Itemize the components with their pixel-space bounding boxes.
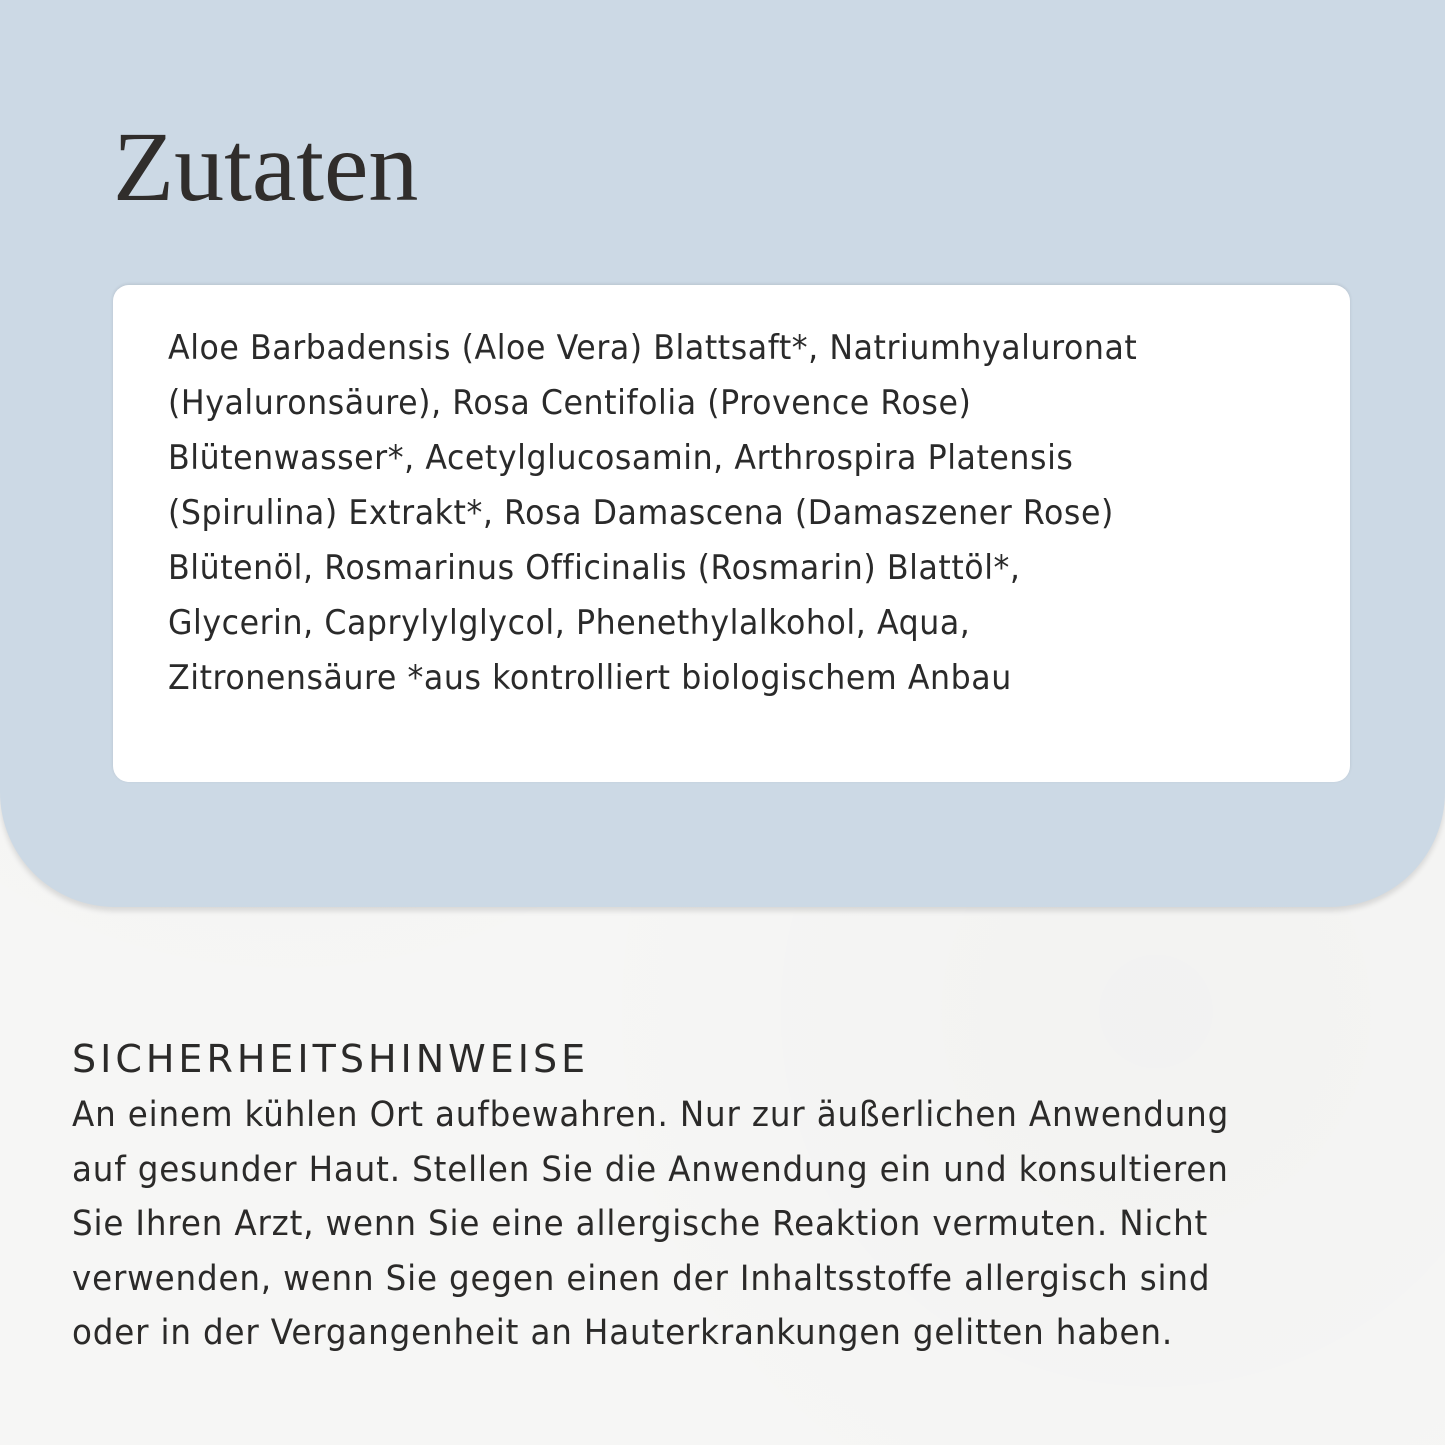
safety-heading: SICHERHEITSHINWEISE [72,1037,590,1081]
ingredients-line: (Hyaluronsäure), Rosa Centifolia (Provence Rose) [168,383,972,423]
ingredients-line: (Spirulina) Extrakt*, Rosa Damascena (Damaszener Rose) [168,493,1114,533]
safety-line: verwenden, wenn Sie gegen einen der Inhaltsstoffe allergisch sind [72,1258,1211,1299]
safety-text [72,1088,1374,1361]
ingredients-line: Blütenwasser*, Acetylglucosamin, Arthrospira Platensis [168,438,1074,478]
safety-section [72,1030,1402,1361]
safety-line: oder in der Vergangenheit an Hauterkrankungen gelitten haben. [72,1313,1174,1353]
ingredients-title: Zutaten [113,111,419,222]
ingredients-line: Blütenöl, Rosmarinus Officinalis (Rosmarin) Blattöl*, [168,548,1021,588]
ingredients-list [168,321,1312,706]
ingredients-line: Glycerin, Caprylylglycol, Phenethylalkohol, Aqua, [168,603,971,643]
safety-line: auf gesunder Haut. Stellen Sie die Anwendung ein und konsultieren [72,1149,1229,1190]
ingredients-card [113,285,1350,782]
ingredients-line: Aloe Barbadensis (Aloe Vera) Blattsaft*, Natriumhyaluronat [168,328,1138,368]
safety-line: An einem kühlen Ort aufbewahren. Nur zur äußerlichen Anwendung [72,1095,1230,1135]
safety-line: Sie Ihren Arzt, wenn Sie eine allergische Reaktion vermuten. Nicht [72,1204,1209,1244]
ingredients-line: Zitronensäure *aus kontrolliert biologischem Anbau [168,658,1012,698]
